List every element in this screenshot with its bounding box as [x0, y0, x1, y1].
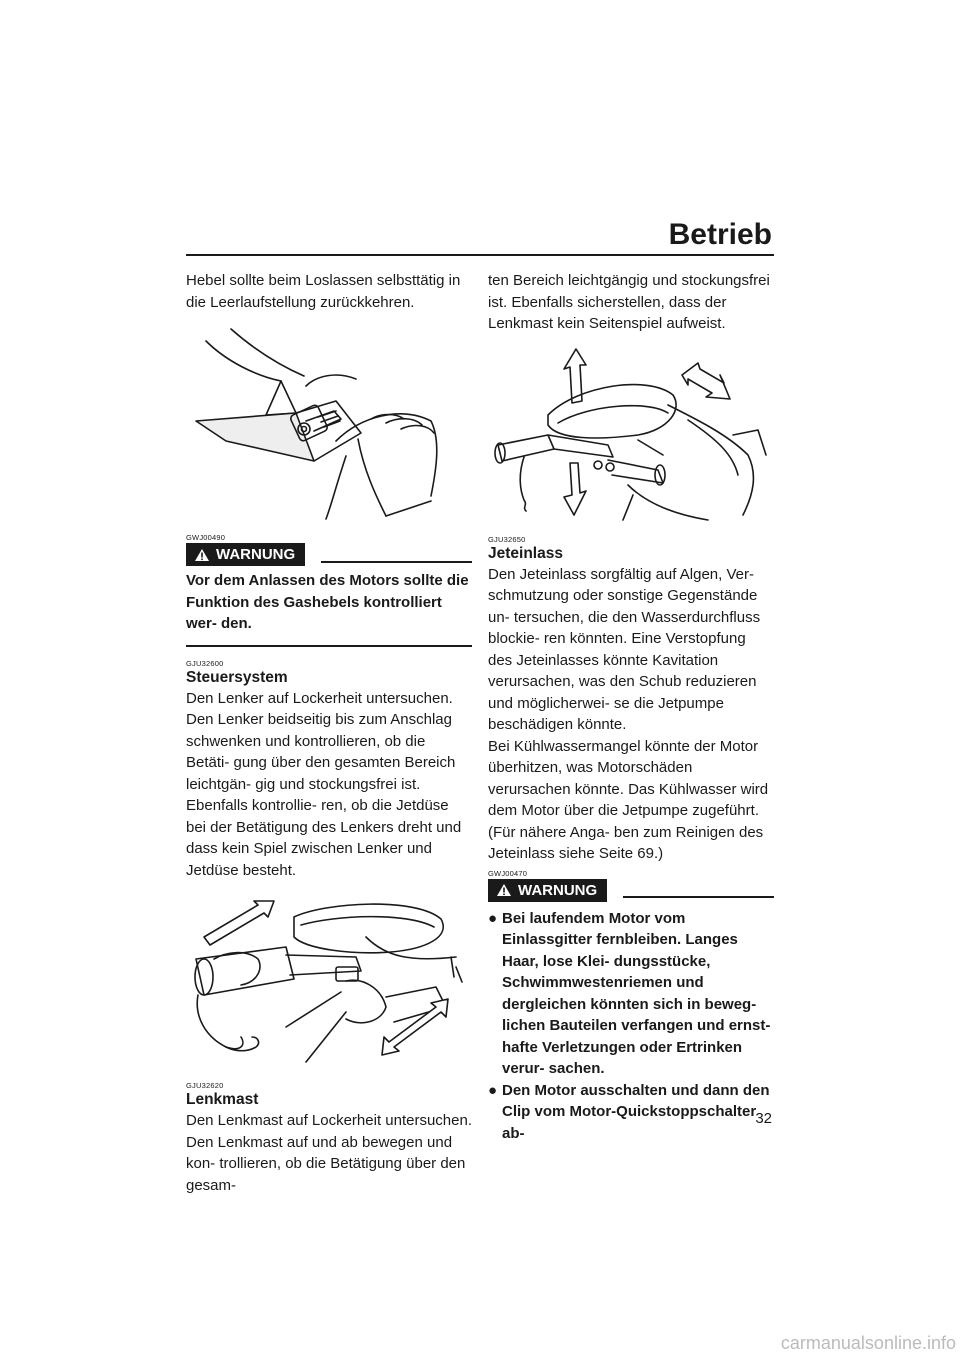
warning-label: WARNUNG: [216, 546, 296, 563]
section-code: GJU32650: [488, 534, 526, 544]
steering-column-illustration: [488, 345, 774, 525]
header-rule: [186, 254, 774, 256]
warning-header: [186, 543, 472, 566]
handlebar-steering-illustration: [186, 897, 472, 1075]
page-title: Betrieb: [668, 218, 772, 251]
warning-label: WARNUNG: [518, 881, 598, 899]
warning-list: [488, 908, 774, 1145]
warning-end-rule: [186, 645, 472, 647]
warning-code: GWJ00490: [186, 533, 226, 542]
page-number: 32: [755, 1110, 772, 1127]
warning-code: GWJ00470: [488, 868, 528, 878]
bullet-icon: ●: [488, 909, 498, 927]
section-code: GJU32600: [186, 658, 224, 668]
left-column: [186, 270, 472, 1196]
lenkmast-continued: ten Bereich leichtgängig und stockungsfrei ist. Ebenfalls sicherstellen, dass der Lenkmast kein Seitenspiel aufweist.: [488, 272, 770, 332]
right-column: [488, 270, 774, 1144]
lenkmast-body: Den Lenkmast auf Lockerheit untersuchen. Den Lenkmast auf und ab bewegen und kon- trollieren, ob die Betätigung über den gesam-: [186, 1112, 473, 1194]
section-title-lenkmast: Lenkmast: [186, 1091, 259, 1108]
steuersystem-body: Den Lenker auf Lockerheit untersuchen. Den Lenker beidseitig bis zum Anschlag schwenken und kontrollieren, ob die Betäti- gung über den gesamten Bereich leichtgän- gig und stockungsfrei ist. Ebenfalls kontrollie- ren, ob die Jetdüse bei der Betätigung des Lenkers dreht und dass kein Spiel zwischen Lenker und Jetdüse besteht.: [186, 689, 462, 879]
warning-list-item: ● Bei laufendem Motor vom Einlassgitter fernbleiben. Langes Haar, lose Klei- dungsstücke, Schwimmwestenriemen und dergleichen könnten sich in beweg- lichen Bauteilen verfangen und ernst- hafte Verletzungen oder Ertrinken verur- sachen.: [488, 909, 771, 1077]
warning-triangle-icon: [194, 548, 210, 562]
section-title-steuersystem: Steuersystem: [186, 668, 288, 686]
warning-badge: [186, 543, 305, 566]
section-code: GJU32620: [186, 1081, 224, 1090]
section-title-jeteinlass: Jeteinlass: [488, 544, 563, 562]
throttle-lever-illustration: [186, 321, 472, 521]
warning-triangle-icon: [496, 883, 512, 897]
watermark: carmanualsonline.info: [780, 1333, 956, 1353]
jeteinlass-body-2: Bei Kühlwassermangel könnte der Motor überhitzen, was Motorschäden verursachen könnte. Das Kühlwasser wird dem Motor über die Jetpumpe zugeführt. (Für nähere Anga- ben zum Reinigen des Jeteinlass siehe Seite 69.): [488, 737, 769, 862]
warning-list-item: ● Den Motor ausschalten und dann den Clip vom Motor-Quickstoppschalter ab-: [488, 1081, 770, 1142]
bullet-icon: ●: [488, 1081, 498, 1099]
warning-header: [488, 879, 774, 902]
warning-badge: [488, 879, 607, 902]
jeteinlass-body-1: Den Jeteinlass sorgfältig auf Algen, Ver- schmutzung oder sonstige Gegenstände un- tersuchen, die den Wasserdurchfluss blockie- ren könnten. Eine Verstopfung des Jeteinlasses könnte Kavitation verursachen, was den Schub reduzieren und möglicherwei- se die Jetpumpe beschädigen könnte.: [488, 565, 761, 733]
warning-text: Vor dem Anlassen des Motors sollte die Funktion des Gashebels kontrolliert wer- den.: [186, 572, 469, 632]
intro-text: Hebel sollte beim Loslassen selbsttätig in die Leerlaufstellung zurückkehren.: [186, 272, 461, 311]
